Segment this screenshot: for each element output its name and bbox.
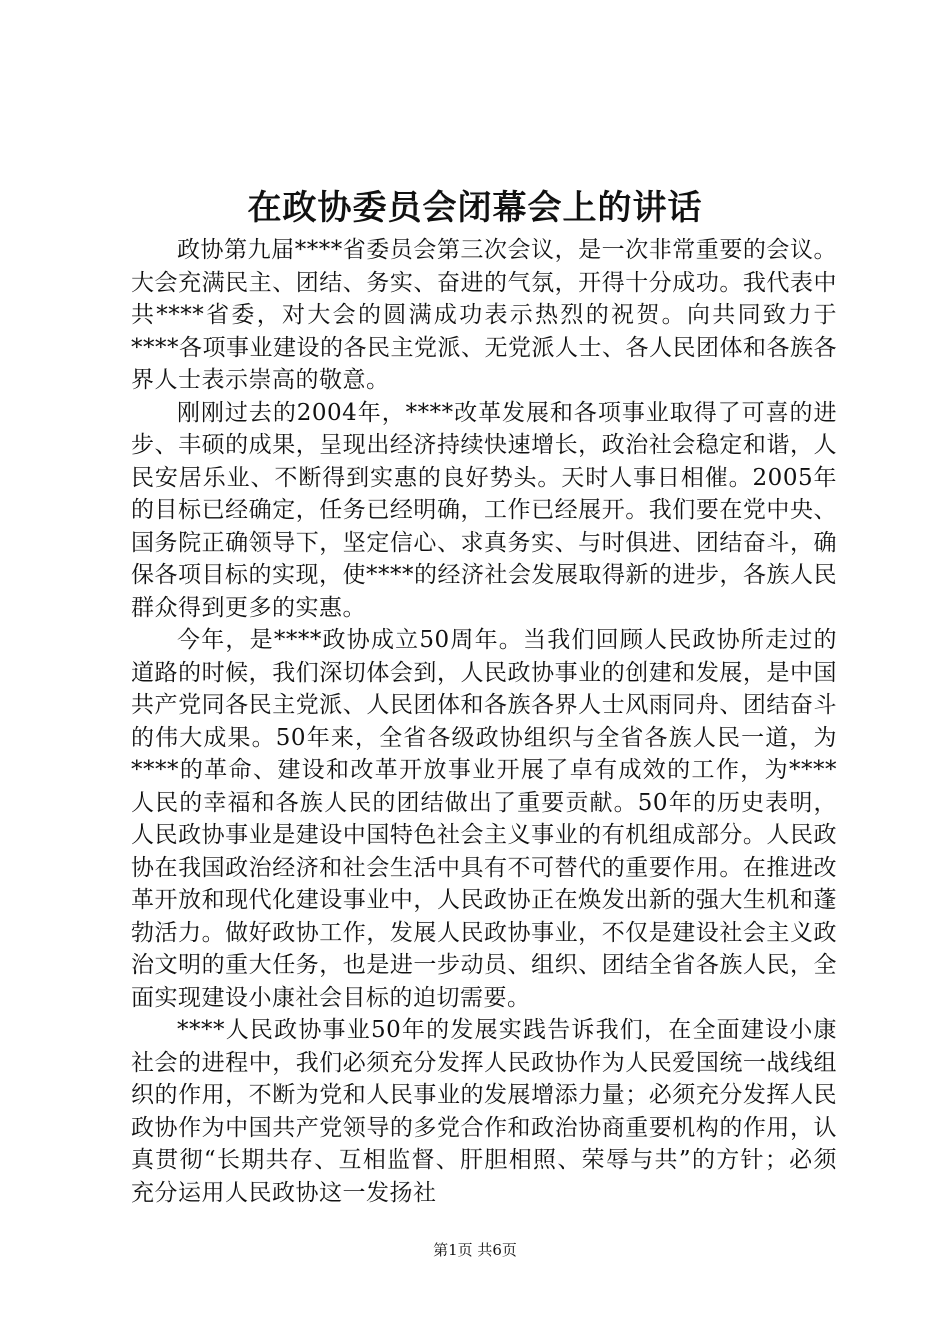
paragraph-4: ****人民政协事业50年的发展实践告诉我们，在全面建设小康社会的进程中，我们必须充分发挥人民政协作为人民爱国统一战线组织的作用，不断为党和人民事业的发展增添力量；必须充分发挥人民政协作为中国共产党领导的多党合作和政治协商重要机构的作用，认真贯彻“长期共存、互相监督、肝胆相照、荣辱与共”的方针；必须充分运用人民政协这一发扬社 <box>131 1017 837 1206</box>
document-body <box>131 234 837 1209</box>
document-title: 在政协委员会闭幕会上的讲话 <box>247 188 703 228</box>
paragraph-1: 政协第九届****省委员会第三次会议，是一次非常重要的会议。大会充满民主、团结、务实、奋进的气氛，开得十分成功。我代表中共****省委，对大会的圆满成功表示热烈的祝贺。向共同致力于****各项事业建设的各民主党派、无党派人士、各人民团体和各族各界人士表示崇高的敬意。 <box>131 237 837 393</box>
paragraph-2: 刚刚过去的2004年，****改革发展和各项事业取得了可喜的进步、丰硕的成果，呈现出经济持续快速增长，政治社会稳定和谐，人民安居乐业、不断得到实惠的良好势头。天时人事日相催。2005年的目标已经确定，任务已经明确，工作已经展开。我们要在党中央、国务院正确领导下，坚定信心、求真务实、与时俱进、团结奋斗，确保各项目标的实现，使****的经济社会发展取得新的进步，各族人民群众得到更多的实惠。 <box>131 399 837 621</box>
paragraph-3: 今年，是****政协成立50周年。当我们回顾人民政协所走过的道路的时候，我们深切体会到，人民政协事业的创建和发展，是中国共产党同各民主党派、人民团体和各族各界人士风雨同舟、团结奋斗的伟大成果。50年来，全省各级政协组织与全省各族人民一道，为****的革命、建设和改革开放事业开展了卓有成效的工作，为****人民的幸福和各族人民的团结做出了重要贡献。50年的历史表明，人民政协事业是建设中国特色社会主义事业的有机组成部分。人民政协在我国政治经济和社会生活中具有不可替代的重要作用。在推进改革开放和现代化建设事业中，人民政协正在焕发出新的强大生机和蓬勃活力。做好政协工作，发展人民政协事业，不仅是建设社会主义政治文明的重大任务，也是进一步动员、组织、团结全省各族人民，全面实现建设小康社会目标的迫切需要。 <box>131 627 837 1011</box>
page-footer: 第1页 共6页 <box>433 1241 517 1259</box>
